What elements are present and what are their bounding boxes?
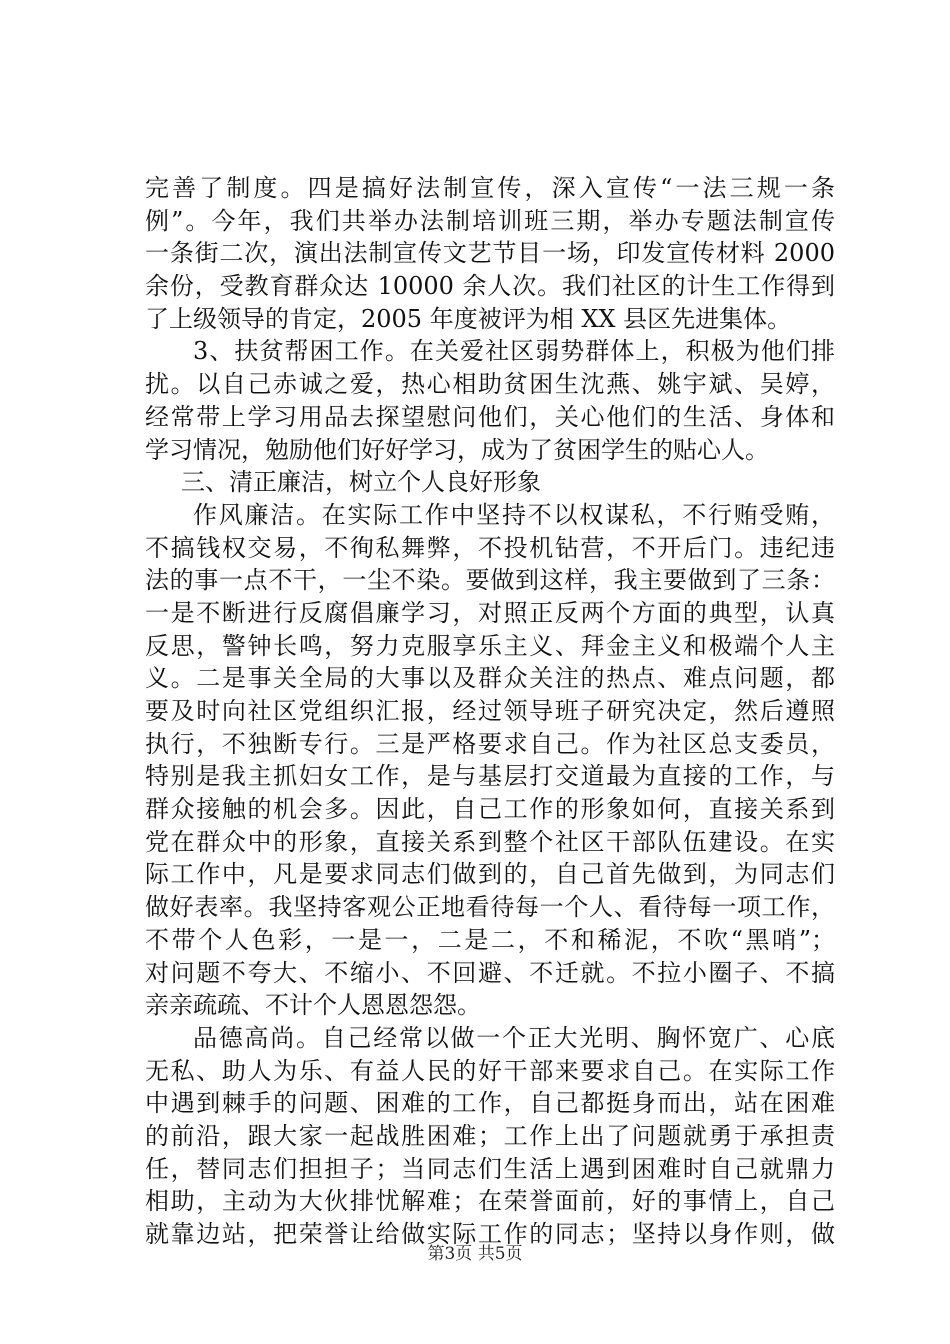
paragraph-start-line: 3、扶贫帮困工作。在关爱社区弱势群体上，积极为他们排 — [193, 337, 835, 366]
text-line: 余份，受教育群众达 10000 余人次。我们社区的计生工作得到 — [145, 272, 835, 301]
page-number-footer: 第3页 共5页 — [427, 1244, 523, 1264]
text-line: 一条街二次，演出法制宣传文艺节目一场，印发宣传材料 2000 — [145, 239, 835, 268]
text-line: 亲亲疏疏、不计个人恩恩怨怨。 — [145, 991, 481, 1020]
text-line: 法的事一点不干，一尘不染。要做到这样，我主要做到了三条： — [145, 566, 835, 595]
text-line: 就靠边站，把荣誉让给做实际工作的同志；坚持以身作则，做 — [145, 1220, 835, 1248]
text-line: 的前沿，跟大家一起战胜困难；工作上出了问题就勇于承担责 — [145, 1121, 835, 1150]
text-line: 相助，主动为大伙排忧解难；在荣誉面前，好的事情上，自己 — [145, 1187, 835, 1216]
text-line: 对问题不夸大、不缩小、不回避、不迁就。不拉小圈子、不搞 — [145, 958, 835, 987]
section-heading: 三、清正廉洁，树立个人良好形象 — [181, 468, 541, 497]
text-line: 一是不断进行反腐倡廉学习，对照正反两个方面的典型，认真 — [145, 598, 835, 627]
text-line: 做好表率。我坚持客观公正地看待每一个人、看待每一项工作， — [145, 893, 835, 922]
text-line: 学习情况，勉励他们好好学习，成为了贫困学生的贴心人。 — [145, 435, 769, 464]
text-line: 了上级领导的肯定，2005 年度被评为相 XX 县区先进集体。 — [145, 304, 792, 333]
text-line: 际工作中，凡是要求同志们做到的，自己首先做到，为同志们 — [145, 860, 835, 889]
text-line: 完善了制度。四是搞好法制宣传，深入宣传“一法三规一条 — [145, 174, 835, 202]
text-line: 党在群众中的形象，直接关系到整个社区干部队伍建设。在实 — [145, 827, 835, 856]
text-line: 无私、助人为乐、有益人民的好干部来要求自己。在实际工作 — [145, 1056, 835, 1085]
text-line: 不搞钱权交易，不徇私舞弊，不投机钻营，不开后门。违纪违 — [145, 533, 835, 562]
text-line: 特别是我主抓妇女工作，是与基层打交道最为直接的工作，与 — [145, 762, 835, 791]
text-line: 要及时向社区党组织汇报，经过领导班子研究决定，然后遵照 — [145, 697, 835, 725]
paragraph-start-line: 品德高尚。自己经常以做一个正大光明、胸怀宽广、心底 — [193, 1023, 835, 1052]
text-line: 执行，不独断专行。三是严格要求自己。作为社区总支委员， — [145, 729, 835, 758]
text-line: 任，替同志们担担子；当同志们生活上遇到困难时自己就鼎力 — [145, 1154, 835, 1183]
text-line: 中遇到棘手的问题、困难的工作，自己都挺身而出，站在困难 — [145, 1089, 835, 1118]
paragraph-start-line: 作风廉洁。在实际工作中坚持不以权谋私，不行贿受贿， — [193, 500, 835, 529]
text-line: 扰。以自己赤诚之爱，热心相助贫困生沈燕、姚宇斌、吴婷， — [145, 370, 835, 399]
text-line: 经常带上学习用品去探望慰问他们，关心他们的生活、身体和 — [145, 402, 835, 431]
text-line: 不带个人色彩，一是一，二是二，不和稀泥，不吹“黑哨”； — [145, 925, 835, 954]
text-line: 例”。今年，我们共举办法制培训班三期，举办专题法制宣传 — [145, 206, 835, 235]
text-line: 反思，警钟长鸣，努力克服享乐主义、拜金主义和极端个人主 — [145, 631, 835, 660]
document-body — [145, 172, 835, 1251]
text-line: 义。二是事关全局的大事以及群众关注的热点、难点问题，都 — [145, 664, 835, 693]
text-line: 群众接触的机会多。因此，自己工作的形象如何，直接关系到 — [145, 795, 835, 824]
